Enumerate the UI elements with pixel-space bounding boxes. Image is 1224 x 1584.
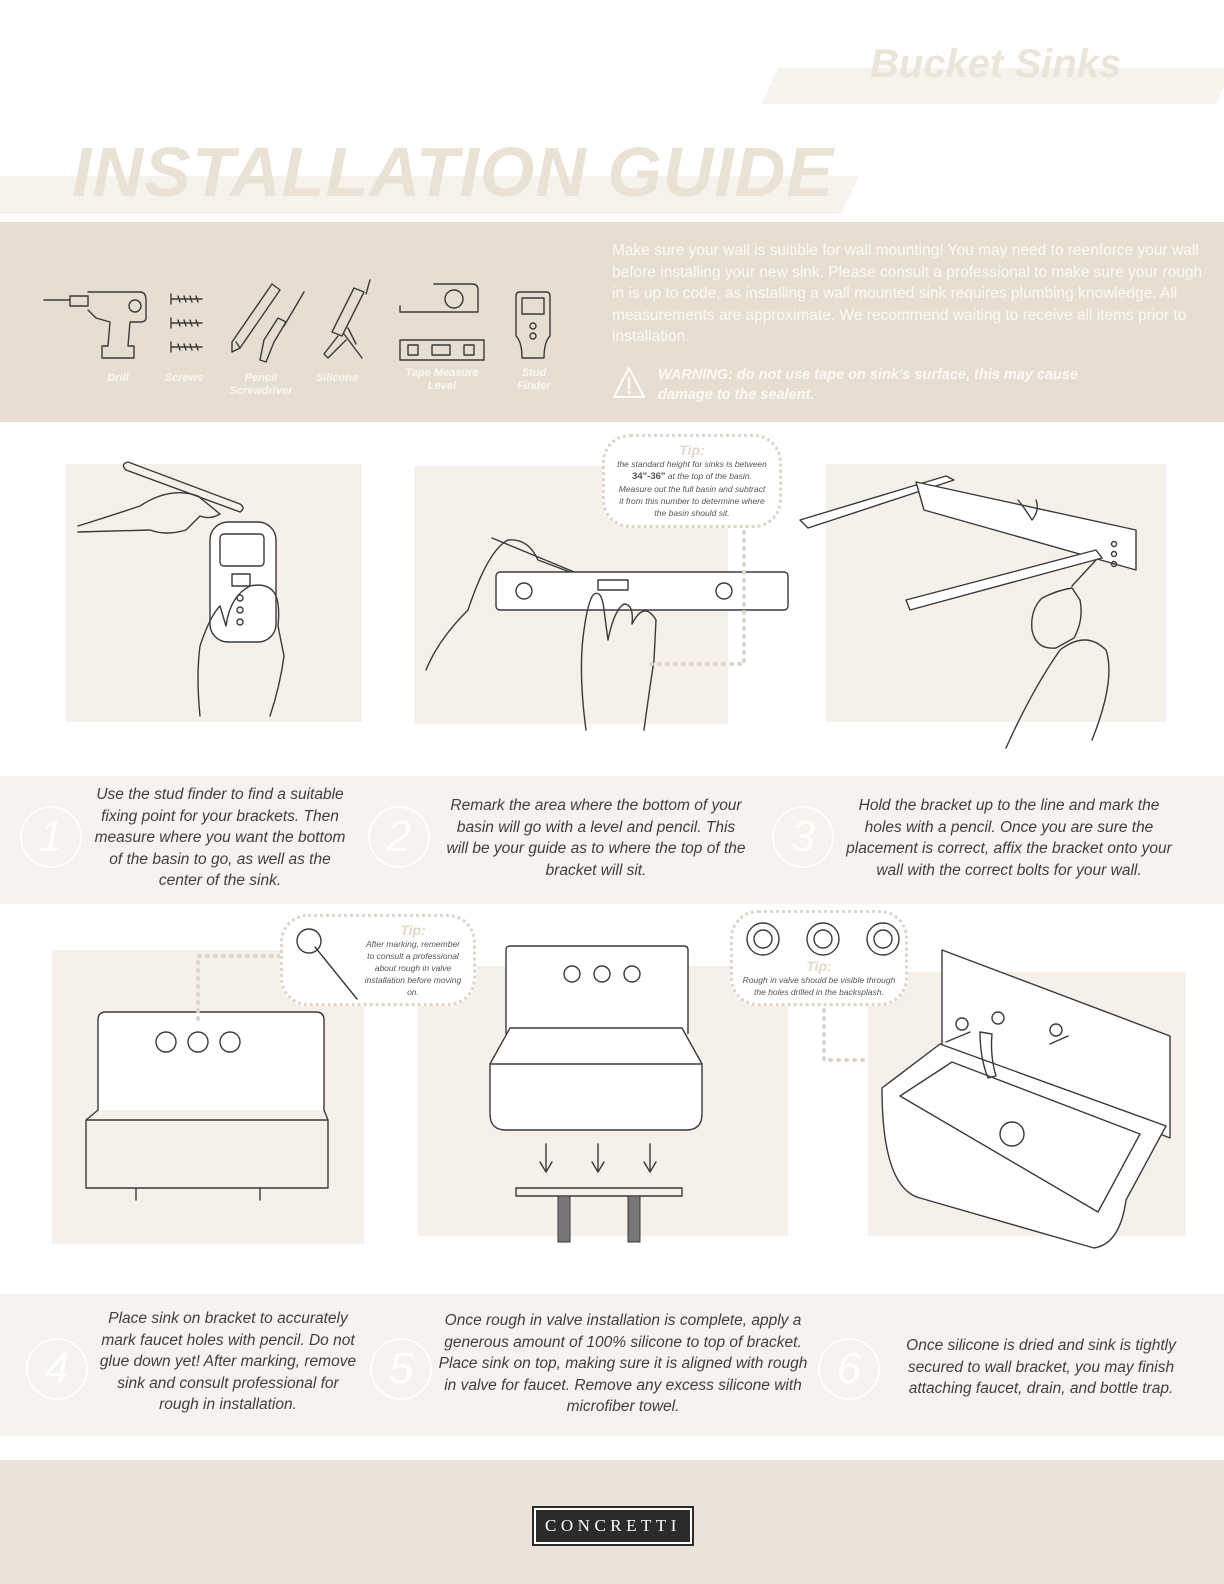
step-1-illustration bbox=[70, 456, 370, 726]
tool-label-stud-finder: Stud Finder bbox=[517, 367, 551, 392]
intro-text: Make sure your wall is suitible for wall mounting! You may need to reenforce your wall before installing your new sink. Please consult a professional to make sure your rough in is up to code, as installing a wall mounted sink requires plumbing knowledge. All measurements are approximate. We recommend waiting to receive all items prior to installation. bbox=[612, 242, 1203, 345]
step-3-illustration bbox=[796, 470, 1146, 750]
step-4-text: Place sink on bracket to accurately mark faucet holes with pencil. Do not glue down yet! After marking, remove sink and consult professional for rough in installation. bbox=[99, 1310, 357, 1413]
step-3-text: Hold the bracket up to the line and mark the holes with a pencil. Once you are sure the placement is correct, affix the bracket onto your wall with the correct bolts for your wall. bbox=[846, 797, 1172, 879]
tip-body: Rough in valve should be visible through the holes drilled in the backsplash. bbox=[742, 975, 896, 997]
step-6-text: Once silicone is dried and sink is tightly secured to wall bracket, you may finish attaching faucet, drain, and bottle trap. bbox=[906, 1337, 1176, 1397]
tool-label-tape-measure-level: Tape Measure Level bbox=[405, 367, 479, 392]
tip-bubble-1 bbox=[602, 434, 782, 528]
silicone-gun-icon bbox=[318, 278, 374, 362]
step-number-4: 4 bbox=[26, 1338, 88, 1400]
tip-bubble-2 bbox=[280, 914, 476, 1006]
tip-connector-dots-1 bbox=[640, 530, 750, 670]
tool-label-pencil-screwdriver: Pencil Screwdriver bbox=[229, 372, 293, 397]
page-title: INSTALLATION GUIDE bbox=[72, 133, 835, 211]
stud-finder-icon bbox=[514, 290, 552, 360]
product-title: Bucket Sinks bbox=[870, 42, 1122, 86]
step-4-illustration bbox=[84, 1010, 334, 1206]
step-number-5: 5 bbox=[370, 1338, 432, 1400]
step-5-text: Once rough in valve installation is complete, apply a generous amount of 100% silicone to top of bracket. Place sink on top, making sure it is aligned with rough in valve for faucet. Remove any excess silicone with microfiber towel. bbox=[438, 1312, 808, 1415]
tool-label-silicone: Silicone bbox=[315, 372, 359, 384]
pencil-mark-icon bbox=[291, 923, 361, 1003]
valve-icons bbox=[741, 919, 901, 959]
pencil-screwdriver-icon bbox=[226, 282, 308, 368]
tool-label-drill: Drill bbox=[107, 372, 129, 384]
step-number-1: 1 bbox=[20, 806, 82, 868]
tip-title: Tip: bbox=[806, 958, 832, 974]
warning-icon bbox=[612, 366, 646, 400]
tip-body: After marking, remember to consult a professional about rough in valve installation before moving on. bbox=[364, 939, 462, 997]
step-number-6: 6 bbox=[818, 1338, 880, 1400]
concretti-logo: CONCRETTI bbox=[534, 1508, 692, 1544]
step-number-3: 3 bbox=[772, 806, 834, 868]
warning-text: WARNING: do not use tape on sink's surface, this may cause damage to the sealent. bbox=[658, 367, 1079, 403]
step-1-text: Use the stud finder to find a suitable fixing point for your brackets. Then measure where you want the bottom of the basin to go, as well as the center of the sink. bbox=[94, 786, 346, 889]
tip-connector-dots-2 bbox=[194, 952, 284, 1032]
tip-title: Tip: bbox=[679, 442, 705, 458]
tool-label-screws: Screws bbox=[164, 372, 204, 384]
tip-body: the standard height for sinks is between 34"-36" at the top of the basin. Measure out the full basin and subtract it from this number to determine where the basin should sit. bbox=[617, 459, 767, 518]
step-5-illustration bbox=[488, 944, 708, 1254]
drill-icon bbox=[40, 288, 150, 360]
step-number-2: 2 bbox=[368, 806, 430, 868]
step-2-text: Remark the area where the bottom of your basin will go with a level and pencil. This will be your guide as to where the top of the bracket will sit. bbox=[446, 797, 746, 879]
tip-connector-dots-3 bbox=[820, 1006, 870, 1066]
tape-measure-level-icon bbox=[398, 282, 486, 362]
tip-title: Tip: bbox=[400, 922, 426, 938]
step-6-illustration bbox=[880, 948, 1180, 1258]
screws-icon bbox=[168, 290, 204, 358]
